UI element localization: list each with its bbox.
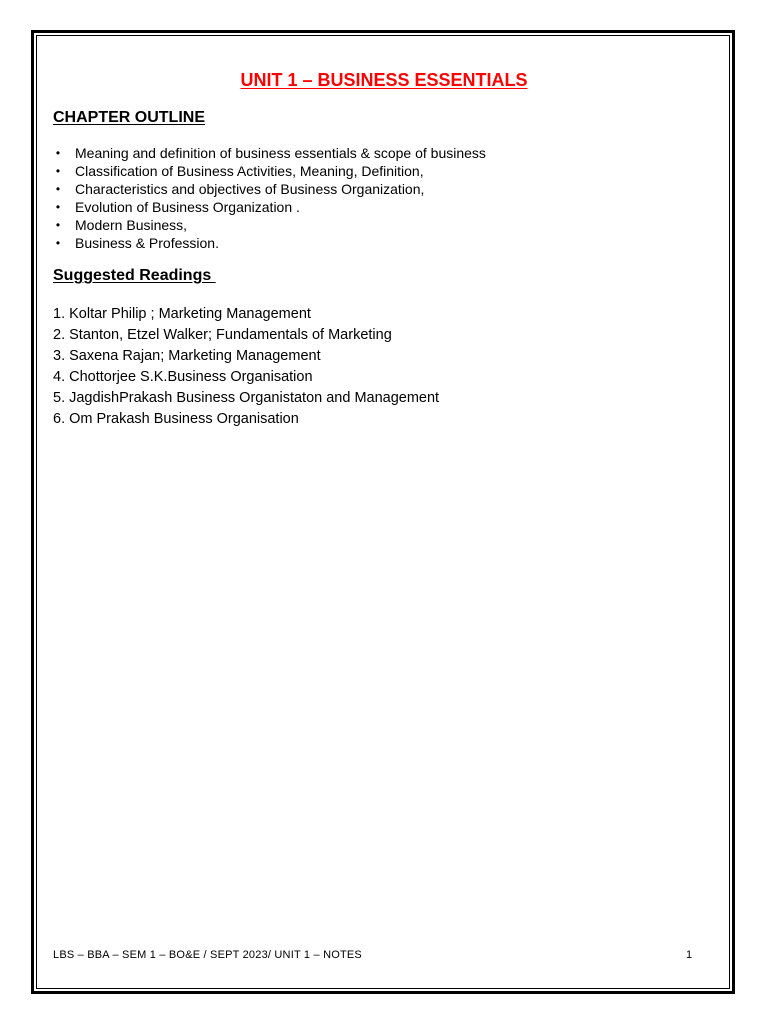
outline-item-text: Classification of Business Activities, Meaning, Definition, [75, 163, 424, 179]
chapter-outline-heading: CHAPTER OUTLINE [53, 109, 205, 126]
suggested-readings-heading: Suggested Readings [53, 267, 216, 284]
outline-item [53, 144, 486, 162]
outline-item [53, 234, 486, 252]
footer-page-number: 1 [686, 949, 693, 961]
reading-item: 3. Saxena Rajan; Marketing Management [53, 348, 321, 364]
outline-item [53, 198, 486, 216]
outline-item [53, 216, 486, 234]
reading-item: 5. JagdishPrakash Business Organistaton and Management [53, 390, 440, 406]
suggested-readings-list [53, 304, 439, 430]
bullet-icon: • [55, 164, 61, 178]
bullet-icon: • [55, 200, 61, 214]
reading-item: 2. Stanton, Etzel Walker; Fundamentals of Marketing [53, 327, 392, 343]
bullet-icon: • [55, 182, 61, 196]
outline-item-text: Evolution of Business Organization . [75, 199, 300, 215]
outline-item-text: Business & Profession. [75, 235, 219, 251]
outline-item [53, 162, 486, 180]
reading-item: 4. Chottorjee S.K.Business Organisation [53, 369, 313, 385]
outline-item-text: Meaning and definition of business essentials & scope of business [75, 145, 486, 161]
outline-item [53, 180, 486, 198]
footer-course-info: LBS – BBA – SEM 1 – BO&E / SEPT 2023/ UNIT 1 – NOTES [53, 949, 362, 961]
bullet-icon: • [55, 146, 61, 160]
document-title: UNIT 1 – BUSINESS ESSENTIALS [240, 70, 528, 90]
bullet-icon: • [55, 236, 61, 250]
outline-item-text: Characteristics and objectives of Business Organization, [75, 181, 425, 197]
reading-item: 6. Om Prakash Business Organisation [53, 411, 299, 427]
reading-item: 1. Koltar Philip ; Marketing Management [53, 306, 311, 322]
chapter-outline-list [53, 144, 486, 252]
outline-item-text: Modern Business, [75, 217, 188, 233]
bullet-icon: • [55, 218, 61, 232]
